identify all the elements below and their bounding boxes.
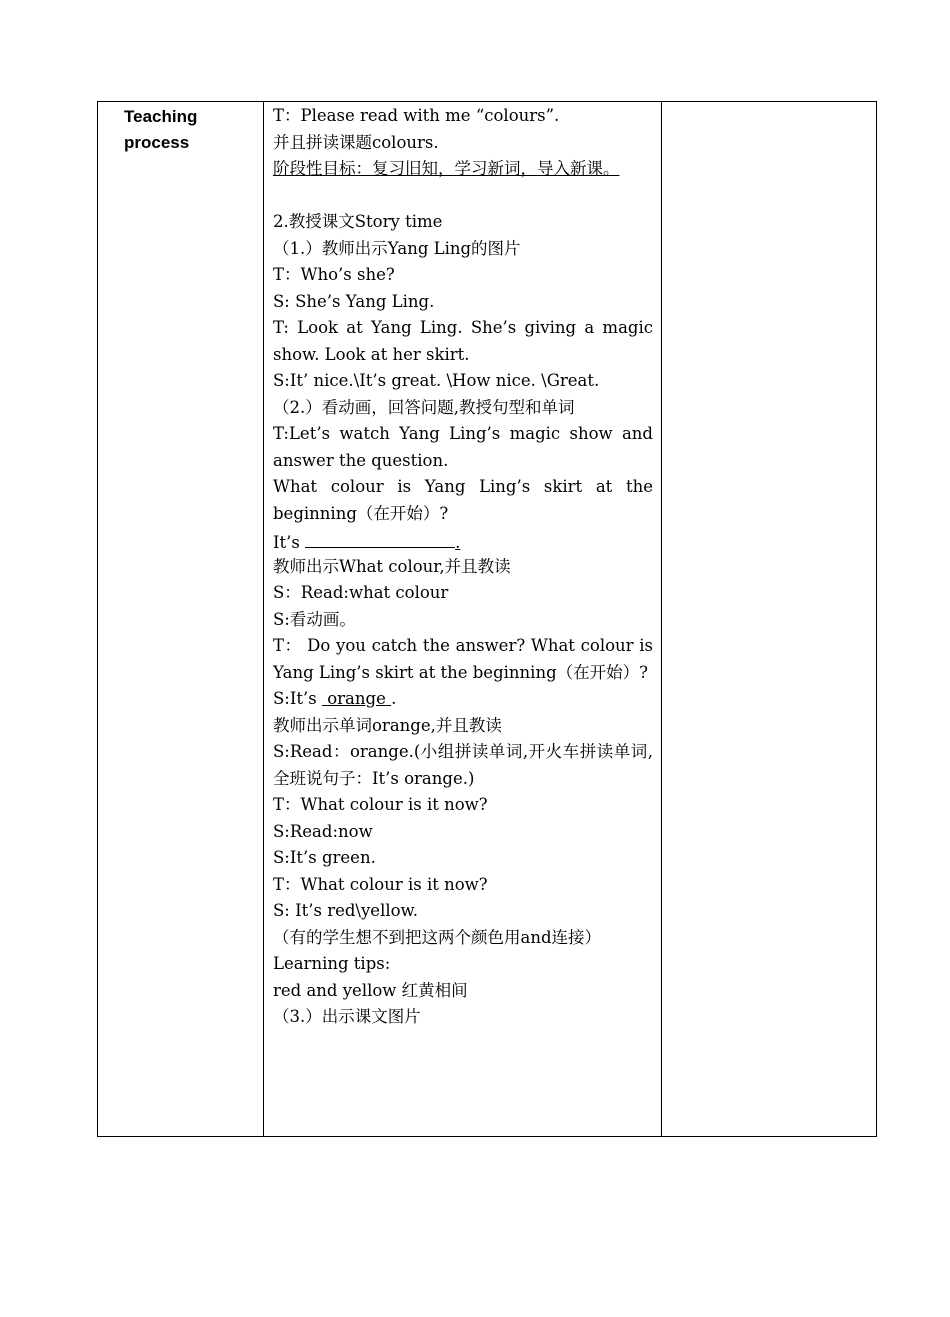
content-line: 教师出示What colour,并且教读 <box>273 556 511 576</box>
content-paragraph: （有的学生想不到把这两个颜色用and连接） <box>273 927 602 947</box>
fill-in-prefix: It’s <box>273 533 300 552</box>
answer-word: orange <box>327 689 386 708</box>
section-label-cell <box>98 102 264 1137</box>
table-row <box>98 102 877 1137</box>
answer-suffix: . <box>391 689 397 708</box>
content-paragraph: What colour is Yang Ling’s skirt at the beginning（在开始）? <box>273 477 653 523</box>
content-line: S：Read:what colour <box>273 583 449 602</box>
content-line: T：What colour is it now? <box>273 795 488 814</box>
content-line: 2.教授课文Story time <box>273 212 443 231</box>
content-line: S:Read:now <box>273 821 373 841</box>
content-line: （1.）教师出示Yang Ling的图片 <box>273 238 521 258</box>
content-line: S: It’s red\yellow. <box>273 901 418 920</box>
section-label: Teaching process <box>124 107 198 152</box>
content-line: （2.）看动画，回答问题,教授句型和单词 <box>273 397 575 417</box>
content-line: S: She’s Yang Ling. <box>273 291 435 311</box>
content-paragraph: T： Do you catch the answer? What colour is Yang Ling’s skirt at the beginning（在开始）? <box>273 636 653 682</box>
fill-in-line <box>273 527 653 554</box>
blank-line <box>273 183 653 210</box>
content-line: Learning tips: <box>273 954 391 973</box>
content-line: （3.）出示课文图片 <box>273 1007 421 1026</box>
content-line: S:看动画。 <box>273 609 356 629</box>
content-paragraph: T:Let’s watch Yang Ling’s magic show and answer the question. <box>273 424 653 470</box>
lesson-plan-table <box>97 101 877 1137</box>
content-line: 并且拼读课题colours. <box>273 132 439 152</box>
content-line: T：Please read with me “colours”. <box>273 106 560 125</box>
content-paragraph: T: Look at Yang Ling. She’s giving a magic show. Look at her skirt. <box>273 318 653 364</box>
fill-in-suffix: . <box>455 533 461 552</box>
content-line: red and yellow 红黄相间 <box>273 980 468 1000</box>
notes-cell <box>662 102 877 1137</box>
content-line: T：Who’s she? <box>273 265 395 284</box>
answer-prefix: S:It’s <box>273 689 317 708</box>
answer-line <box>273 686 653 713</box>
content-line: S:It’s green. <box>273 848 376 867</box>
answer-blank <box>305 527 455 548</box>
content-line: T：What colour is it now? <box>273 874 488 894</box>
teaching-content-cell <box>264 102 662 1137</box>
content-paragraph: S:It’ nice.\It’s great. \How nice. \Great. <box>273 371 600 390</box>
content-paragraph: S:Read：orange.(小组拼读单词,开火车拼读单词,全班说句子：It’s orange.) <box>273 742 653 788</box>
content-line: 教师出示单词orange,并且教读 <box>273 715 502 735</box>
stage-goal: 阶段性目标：复习旧知，学习新词，导入新课。 <box>273 159 620 178</box>
teaching-content <box>264 102 661 1031</box>
